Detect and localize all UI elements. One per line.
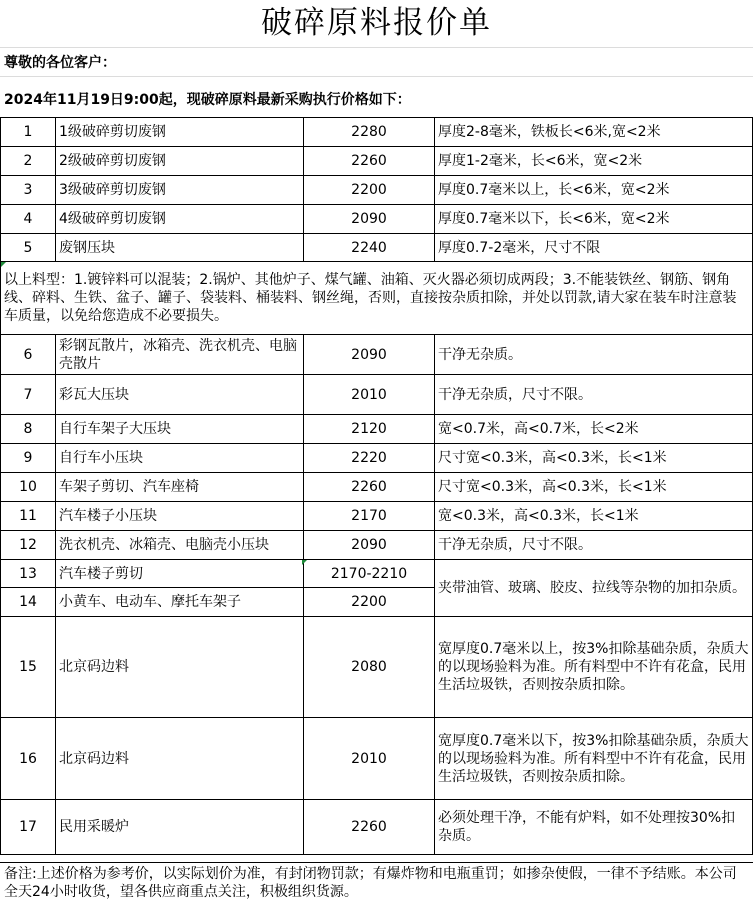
row-number: 15 (1, 617, 56, 718)
material-name: 自行车架子大压块 (56, 415, 304, 444)
table-row (1, 205, 753, 234)
table-row (1, 473, 753, 502)
price-value: 2260 (304, 800, 435, 855)
row-number: 4 (1, 205, 56, 234)
table-row (1, 502, 753, 531)
price-value: 2090 (304, 335, 435, 375)
material-name: 4级破碎剪切废钢 (56, 205, 304, 234)
price-value: 2090 (304, 531, 435, 560)
material-name: 3级破碎剪切废钢 (56, 176, 304, 205)
table-row (1, 800, 753, 855)
spec-text: 干净无杂质，尺寸不限。 (435, 375, 753, 415)
material-name: 洗衣机壳、冰箱壳、电脑壳小压块 (56, 531, 304, 560)
cell-comment-marker (1, 262, 6, 267)
table-row (1, 176, 753, 205)
material-name: 民用采暖炉 (56, 800, 304, 855)
row-number: 10 (1, 473, 56, 502)
row-number: 1 (1, 118, 56, 147)
table-row (1, 415, 753, 444)
price-value: 2170-2210 (304, 560, 435, 588)
spec-text: 宽厚度0.7毫米以上，按3%扣除基础杂质，杂质大的以现场验料为准。所有料型中不许有花盒，民用生活垃圾铁，否则按杂质扣除。 (435, 617, 753, 718)
table-row (1, 335, 753, 375)
spec-text: 宽<0.3米，高<0.3米，长<1米 (435, 502, 753, 531)
spec-text: 厚度2-8毫米，铁板长<6米,宽<2米 (435, 118, 753, 147)
material-name: 自行车小压块 (56, 444, 304, 473)
row-number: 12 (1, 531, 56, 560)
table-row (1, 531, 753, 560)
table-row (1, 560, 753, 588)
table-row (1, 444, 753, 473)
table-row (1, 262, 753, 335)
price-value: 2220 (304, 444, 435, 473)
price-value: 2240 (304, 234, 435, 262)
row-number: 6 (1, 335, 56, 375)
row-number: 5 (1, 234, 56, 262)
spec-text: 宽<0.7米，高<0.7米，长<2米 (435, 415, 753, 444)
material-name: 1级破碎剪切废钢 (56, 118, 304, 147)
price-value: 2090 (304, 205, 435, 234)
material-name: 废钢压块 (56, 234, 304, 262)
table-row (1, 718, 753, 800)
material-name: 彩钢瓦散片，冰箱壳、洗衣机壳、电脑壳散片 (56, 335, 304, 375)
price-value: 2280 (304, 118, 435, 147)
spec-text: 夹带油管、玻璃、胶皮、拉线等杂物的加扣杂质。 (435, 560, 753, 617)
price-value: 2170 (304, 502, 435, 531)
spec-text: 厚度0.7毫米以下，长<6米，宽<2米 (435, 205, 753, 234)
table-row (1, 118, 753, 147)
material-name: 北京码边料 (56, 617, 304, 718)
spec-text: 尺寸宽<0.3米，高<0.3米，长<1米 (435, 444, 753, 473)
spec-text: 厚度0.7毫米以上，长<6米，宽<2米 (435, 176, 753, 205)
effective-notice: 2024年11月19日9:00起，现破碎原料最新采购执行价格如下： (4, 92, 411, 108)
divider (0, 76, 753, 77)
material-name: 汽车楼子小压块 (56, 502, 304, 531)
row-number: 8 (1, 415, 56, 444)
spec-text: 厚度0.7-2毫米，尺寸不限 (435, 234, 753, 262)
price-value: 2120 (304, 415, 435, 444)
price-value: 2260 (304, 473, 435, 502)
table-row (1, 375, 753, 415)
page-title: 破碎原料报价单 (261, 5, 492, 41)
spec-text: 干净无杂质，尺寸不限。 (435, 531, 753, 560)
row-number: 7 (1, 375, 56, 415)
price-value: 2010 (304, 375, 435, 415)
footer-remark: 备注:上述价格为参考价，以实际划价为准，有封闭物罚款；有爆炸物和电瓶重罚；如掺杂使假，一律不予结账。本公司全天24小时收货，望各供应商重点关注，积极组织货源。 (0, 862, 753, 915)
divider (0, 47, 753, 48)
price-value: 2200 (304, 588, 435, 617)
material-name: 车架子剪切、汽车座椅 (56, 473, 304, 502)
cell-comment-marker (302, 560, 307, 565)
greeting: 尊敬的各位客户： (4, 55, 116, 71)
table-row (1, 147, 753, 176)
row-number: 11 (1, 502, 56, 531)
material-name: 2级破碎剪切废钢 (56, 147, 304, 176)
material-name: 彩瓦大压块 (56, 375, 304, 415)
row-number: 14 (1, 588, 56, 617)
row-number: 17 (1, 800, 56, 855)
row-number: 2 (1, 147, 56, 176)
spec-text: 必须处理干净，不能有炉料，如不处理按30%扣杂质。 (435, 800, 753, 855)
price-table (0, 117, 753, 855)
price-value: 2200 (304, 176, 435, 205)
material-name: 小黄车、电动车、摩托车架子 (56, 588, 304, 617)
spec-text: 厚度1-2毫米，长<6米，宽<2米 (435, 147, 753, 176)
row-number: 13 (1, 560, 56, 588)
price-value: 2260 (304, 147, 435, 176)
table-row (1, 617, 753, 718)
material-name: 汽车楼子剪切 (56, 560, 304, 588)
price-value: 2080 (304, 617, 435, 718)
material-name: 北京码边料 (56, 718, 304, 800)
spec-text: 宽厚度0.7毫米以下，按3%扣除基础杂质，杂质大的以现场验料为准。所有料型中不许有花盒，民用生活垃圾铁，否则按杂质扣除。 (435, 718, 753, 800)
row-number: 3 (1, 176, 56, 205)
row-number: 16 (1, 718, 56, 800)
spec-text: 尺寸宽<0.3米，高<0.3米，长<1米 (435, 473, 753, 502)
table-row (1, 234, 753, 262)
row-number: 9 (1, 444, 56, 473)
price-value: 2010 (304, 718, 435, 800)
loading-rules-note: 以上料型：1.镀锌料可以混装；2.锅炉、其他炉子、煤气罐、油箱、灭火器必须切成两段；3.不能装铁丝、钢筋、钢角线、碎料、生铁、盆子、罐子、袋装料、桶装料、钢丝绳，否则，直接按杂质扣除，并处以罚款,请大家在装车时注意装车质量，以免给您造成不必要损失。 (1, 262, 753, 335)
spec-text: 干净无杂质。 (435, 335, 753, 375)
